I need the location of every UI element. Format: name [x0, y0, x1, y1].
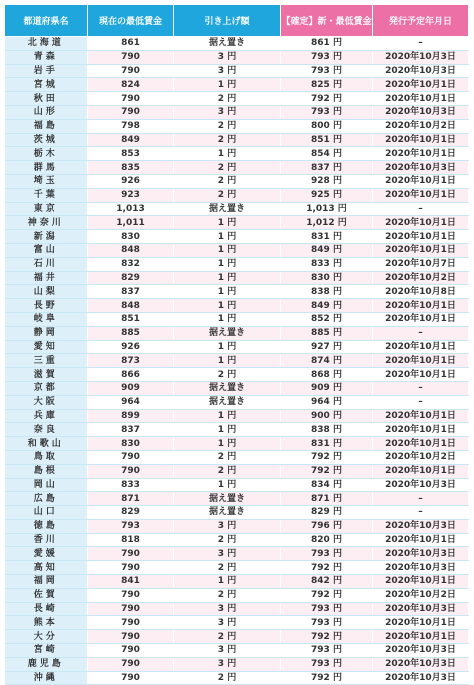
current-wage-cell: 793 [88, 519, 174, 533]
current-wage-cell: 824 [88, 78, 174, 92]
current-wage-cell: 790 [88, 450, 174, 464]
prefecture-cell: 熊本 [5, 616, 88, 630]
table-row [5, 657, 469, 671]
current-wage-cell: 790 [88, 616, 174, 630]
current-wage-cell: 798 [88, 119, 174, 133]
issue-date-cell: – [373, 492, 469, 506]
new-wage-cell: 871 円 [281, 492, 373, 506]
new-wage-cell: 793 円 [281, 602, 373, 616]
prefecture-cell: 秋田 [5, 92, 88, 106]
raise-amount-cell: 2 円 [174, 174, 281, 188]
prefecture-cell: 鳥取 [5, 450, 88, 464]
issue-date-cell: 2020年10月1日 [373, 188, 469, 202]
prefecture-cell: 宮崎 [5, 644, 88, 658]
new-wage-cell: 851 円 [281, 133, 373, 147]
raise-amount-cell: 2 円 [174, 119, 281, 133]
new-wage-cell: 964 円 [281, 395, 373, 409]
table-row [5, 285, 469, 299]
issue-date-cell: 2020年10月8日 [373, 285, 469, 299]
header-issue-date: 発行予定年月日 [373, 5, 469, 37]
prefecture-cell: 佐賀 [5, 588, 88, 602]
minimum-wage-table-wrapper [4, 4, 468, 685]
raise-amount-cell: 据え置き [174, 326, 281, 340]
prefecture-cell: 三重 [5, 354, 88, 368]
prefecture-cell: 北海道 [5, 37, 88, 51]
current-wage-cell: 790 [88, 105, 174, 119]
table-row [5, 478, 469, 492]
current-wage-cell: 790 [88, 644, 174, 658]
current-wage-cell: 866 [88, 368, 174, 382]
new-wage-cell: 842 円 [281, 575, 373, 589]
new-wage-cell: 825 円 [281, 78, 373, 92]
current-wage-cell: 885 [88, 326, 174, 340]
current-wage-cell: 790 [88, 630, 174, 644]
current-wage-cell: 1,013 [88, 202, 174, 216]
new-wage-cell: 927 円 [281, 340, 373, 354]
current-wage-cell: 853 [88, 147, 174, 161]
raise-amount-cell: 1 円 [174, 312, 281, 326]
current-wage-cell: 837 [88, 423, 174, 437]
current-wage-cell: 848 [88, 243, 174, 257]
new-wage-cell: 796 円 [281, 519, 373, 533]
table-row [5, 437, 469, 451]
table-row [5, 147, 469, 161]
issue-date-cell: 2020年10月2日 [373, 450, 469, 464]
raise-amount-cell: 1 円 [174, 575, 281, 589]
table-row [5, 602, 469, 616]
table-row [5, 312, 469, 326]
table-row [5, 64, 469, 78]
current-wage-cell: 848 [88, 299, 174, 313]
raise-amount-cell: 1 円 [174, 147, 281, 161]
table-row [5, 202, 469, 216]
issue-date-cell: 2020年10月1日 [373, 78, 469, 92]
prefecture-cell: 新潟 [5, 230, 88, 244]
prefecture-cell: 鹿児島 [5, 657, 88, 671]
new-wage-cell: 838 円 [281, 423, 373, 437]
prefecture-cell: 福岡 [5, 575, 88, 589]
new-wage-cell: 829 円 [281, 506, 373, 520]
prefecture-cell: 栃木 [5, 147, 88, 161]
table-row [5, 575, 469, 589]
raise-amount-cell: 1 円 [174, 243, 281, 257]
table-header [5, 5, 469, 37]
issue-date-cell: 2020年10月3日 [373, 602, 469, 616]
prefecture-cell: 神奈川 [5, 216, 88, 230]
raise-amount-cell: 2 円 [174, 188, 281, 202]
table-row [5, 381, 469, 395]
table-row [5, 492, 469, 506]
current-wage-cell: 923 [88, 188, 174, 202]
new-wage-cell: 793 円 [281, 547, 373, 561]
current-wage-cell: 790 [88, 547, 174, 561]
prefecture-cell: 岐阜 [5, 312, 88, 326]
table-row [5, 368, 469, 382]
raise-amount-cell: 1 円 [174, 78, 281, 92]
new-wage-cell: 830 円 [281, 271, 373, 285]
table-row [5, 464, 469, 478]
raise-amount-cell: 3 円 [174, 644, 281, 658]
prefecture-cell: 石川 [5, 257, 88, 271]
raise-amount-cell: 1 円 [174, 271, 281, 285]
raise-amount-cell: 1 円 [174, 257, 281, 271]
current-wage-cell: 837 [88, 285, 174, 299]
issue-date-cell: 2020年10月3日 [373, 561, 469, 575]
raise-amount-cell: 1 円 [174, 437, 281, 451]
table-row [5, 133, 469, 147]
issue-date-cell: 2020年10月1日 [373, 464, 469, 478]
table-row [5, 37, 469, 51]
raise-amount-cell: 1 円 [174, 354, 281, 368]
table-row [5, 588, 469, 602]
new-wage-cell: 885 円 [281, 326, 373, 340]
issue-date-cell: 2020年10月3日 [373, 547, 469, 561]
prefecture-cell: 埼玉 [5, 174, 88, 188]
issue-date-cell: 2020年10月1日 [373, 354, 469, 368]
issue-date-cell: 2020年10月1日 [373, 147, 469, 161]
current-wage-cell: 833 [88, 478, 174, 492]
table-row [5, 519, 469, 533]
table-row [5, 271, 469, 285]
new-wage-cell: 831 円 [281, 230, 373, 244]
current-wage-cell: 790 [88, 561, 174, 575]
raise-amount-cell: 3 円 [174, 602, 281, 616]
new-wage-cell: 849 円 [281, 299, 373, 313]
table-row [5, 161, 469, 175]
prefecture-cell: 奈良 [5, 423, 88, 437]
header-prefecture: 都道府県名 [5, 5, 88, 37]
current-wage-cell: 899 [88, 409, 174, 423]
header-raise-amount: 引き上げ額 [174, 5, 281, 37]
new-wage-cell: 874 円 [281, 354, 373, 368]
issue-date-cell: 2020年10月1日 [373, 230, 469, 244]
raise-amount-cell: 1 円 [174, 340, 281, 354]
prefecture-cell: 青森 [5, 50, 88, 64]
issue-date-cell: 2020年10月1日 [373, 312, 469, 326]
issue-date-cell: 2020年10月3日 [373, 671, 469, 685]
table-row [5, 561, 469, 575]
prefecture-cell: 愛知 [5, 340, 88, 354]
current-wage-cell: 841 [88, 575, 174, 589]
table-row [5, 450, 469, 464]
raise-amount-cell: 2 円 [174, 671, 281, 685]
new-wage-cell: 909 円 [281, 381, 373, 395]
current-wage-cell: 873 [88, 354, 174, 368]
issue-date-cell: 2020年10月1日 [373, 243, 469, 257]
minimum-wage-table [4, 4, 469, 685]
issue-date-cell: 2020年10月1日 [373, 575, 469, 589]
raise-amount-cell: 2 円 [174, 561, 281, 575]
raise-amount-cell: 2 円 [174, 464, 281, 478]
current-wage-cell: 830 [88, 230, 174, 244]
raise-amount-cell: 据え置き [174, 506, 281, 520]
issue-date-cell: 2020年10月1日 [373, 630, 469, 644]
table-row [5, 671, 469, 685]
new-wage-cell: 1,012 円 [281, 216, 373, 230]
new-wage-cell: 831 円 [281, 437, 373, 451]
issue-date-cell: 2020年10月1日 [373, 616, 469, 630]
issue-date-cell: 2020年10月3日 [373, 50, 469, 64]
table-row [5, 409, 469, 423]
prefecture-cell: 山形 [5, 105, 88, 119]
issue-date-cell: 2020年10月3日 [373, 657, 469, 671]
issue-date-cell: 2020年10月3日 [373, 105, 469, 119]
raise-amount-cell: 3 円 [174, 616, 281, 630]
current-wage-cell: 790 [88, 588, 174, 602]
new-wage-cell: 838 円 [281, 285, 373, 299]
table-row [5, 616, 469, 630]
table-row [5, 326, 469, 340]
current-wage-cell: 790 [88, 671, 174, 685]
raise-amount-cell: 3 円 [174, 657, 281, 671]
new-wage-cell: 792 円 [281, 450, 373, 464]
prefecture-cell: 兵庫 [5, 409, 88, 423]
new-wage-cell: 792 円 [281, 671, 373, 685]
new-wage-cell: 793 円 [281, 657, 373, 671]
prefecture-cell: 静岡 [5, 326, 88, 340]
new-wage-cell: 861 円 [281, 37, 373, 51]
prefecture-cell: 長崎 [5, 602, 88, 616]
issue-date-cell: 2020年10月1日 [373, 340, 469, 354]
current-wage-cell: 832 [88, 257, 174, 271]
raise-amount-cell: 据え置き [174, 492, 281, 506]
issue-date-cell: 2020年10月3日 [373, 644, 469, 658]
raise-amount-cell: 2 円 [174, 588, 281, 602]
current-wage-cell: 790 [88, 657, 174, 671]
prefecture-cell: 宮城 [5, 78, 88, 92]
table-body [5, 37, 469, 685]
current-wage-cell: 790 [88, 602, 174, 616]
current-wage-cell: 818 [88, 533, 174, 547]
table-row [5, 395, 469, 409]
new-wage-cell: 793 円 [281, 105, 373, 119]
raise-amount-cell: 1 円 [174, 230, 281, 244]
table-row [5, 423, 469, 437]
table-row [5, 216, 469, 230]
current-wage-cell: 849 [88, 133, 174, 147]
raise-amount-cell: 3 円 [174, 547, 281, 561]
current-wage-cell: 829 [88, 271, 174, 285]
prefecture-cell: 岩手 [5, 64, 88, 78]
raise-amount-cell: 据え置き [174, 395, 281, 409]
prefecture-cell: 広島 [5, 492, 88, 506]
raise-amount-cell: 1 円 [174, 285, 281, 299]
prefecture-cell: 山口 [5, 506, 88, 520]
current-wage-cell: 926 [88, 340, 174, 354]
issue-date-cell: 2020年10月1日 [373, 368, 469, 382]
table-row [5, 105, 469, 119]
current-wage-cell: 835 [88, 161, 174, 175]
table-row [5, 533, 469, 547]
table-row [5, 354, 469, 368]
issue-date-cell: 2020年10月1日 [373, 174, 469, 188]
table-row [5, 257, 469, 271]
prefecture-cell: 和歌山 [5, 437, 88, 451]
current-wage-cell: 790 [88, 464, 174, 478]
prefecture-cell: 大阪 [5, 395, 88, 409]
prefecture-cell: 群馬 [5, 161, 88, 175]
prefecture-cell: 京都 [5, 381, 88, 395]
prefecture-cell: 高知 [5, 561, 88, 575]
table-row [5, 340, 469, 354]
raise-amount-cell: 2 円 [174, 450, 281, 464]
issue-date-cell: 2020年10月1日 [373, 423, 469, 437]
new-wage-cell: 925 円 [281, 188, 373, 202]
issue-date-cell: 2020年10月3日 [373, 478, 469, 492]
header-new-wage: 【確定】新・最低賃金 [281, 5, 373, 37]
new-wage-cell: 800 円 [281, 119, 373, 133]
prefecture-cell: 大分 [5, 630, 88, 644]
issue-date-cell: 2020年10月1日 [373, 409, 469, 423]
current-wage-cell: 871 [88, 492, 174, 506]
raise-amount-cell: 1 円 [174, 423, 281, 437]
table-row [5, 188, 469, 202]
issue-date-cell: 2020年10月1日 [373, 216, 469, 230]
new-wage-cell: 792 円 [281, 588, 373, 602]
new-wage-cell: 900 円 [281, 409, 373, 423]
new-wage-cell: 868 円 [281, 368, 373, 382]
raise-amount-cell: 2 円 [174, 630, 281, 644]
current-wage-cell: 964 [88, 395, 174, 409]
new-wage-cell: 833 円 [281, 257, 373, 271]
prefecture-cell: 長野 [5, 299, 88, 313]
raise-amount-cell: 2 円 [174, 533, 281, 547]
prefecture-cell: 愛媛 [5, 547, 88, 561]
raise-amount-cell: 3 円 [174, 105, 281, 119]
table-row [5, 630, 469, 644]
current-wage-cell: 926 [88, 174, 174, 188]
raise-amount-cell: 2 円 [174, 92, 281, 106]
issue-date-cell: 2020年10月1日 [373, 299, 469, 313]
prefecture-cell: 山梨 [5, 285, 88, 299]
new-wage-cell: 849 円 [281, 243, 373, 257]
table-row [5, 174, 469, 188]
issue-date-cell: 2020年10月7日 [373, 257, 469, 271]
issue-date-cell: 2020年10月3日 [373, 64, 469, 78]
new-wage-cell: 792 円 [281, 464, 373, 478]
header-current-wage: 現在の最低賃金 [88, 5, 174, 37]
table-row [5, 506, 469, 520]
new-wage-cell: 852 円 [281, 312, 373, 326]
raise-amount-cell: 据え置き [174, 202, 281, 216]
current-wage-cell: 790 [88, 64, 174, 78]
table-row [5, 644, 469, 658]
table-row [5, 119, 469, 133]
issue-date-cell: – [373, 37, 469, 51]
raise-amount-cell: 3 円 [174, 50, 281, 64]
new-wage-cell: 834 円 [281, 478, 373, 492]
prefecture-cell: 福島 [5, 119, 88, 133]
raise-amount-cell: 3 円 [174, 519, 281, 533]
issue-date-cell: 2020年10月3日 [373, 161, 469, 175]
issue-date-cell: 2020年10月1日 [373, 92, 469, 106]
new-wage-cell: 928 円 [281, 174, 373, 188]
issue-date-cell: 2020年10月1日 [373, 437, 469, 451]
raise-amount-cell: 据え置き [174, 381, 281, 395]
prefecture-cell: 東京 [5, 202, 88, 216]
table-row [5, 547, 469, 561]
new-wage-cell: 792 円 [281, 561, 373, 575]
new-wage-cell: 793 円 [281, 50, 373, 64]
new-wage-cell: 820 円 [281, 533, 373, 547]
issue-date-cell: – [373, 202, 469, 216]
raise-amount-cell: 1 円 [174, 299, 281, 313]
prefecture-cell: 福井 [5, 271, 88, 285]
new-wage-cell: 793 円 [281, 64, 373, 78]
raise-amount-cell: 2 円 [174, 133, 281, 147]
current-wage-cell: 830 [88, 437, 174, 451]
new-wage-cell: 793 円 [281, 616, 373, 630]
new-wage-cell: 792 円 [281, 92, 373, 106]
current-wage-cell: 829 [88, 506, 174, 520]
table-row [5, 243, 469, 257]
current-wage-cell: 909 [88, 381, 174, 395]
prefecture-cell: 滋賀 [5, 368, 88, 382]
table-row [5, 78, 469, 92]
prefecture-cell: 香川 [5, 533, 88, 547]
table-row [5, 50, 469, 64]
prefecture-cell: 富山 [5, 243, 88, 257]
table-row [5, 92, 469, 106]
current-wage-cell: 861 [88, 37, 174, 51]
new-wage-cell: 837 円 [281, 161, 373, 175]
raise-amount-cell: 据え置き [174, 37, 281, 51]
issue-date-cell: – [373, 395, 469, 409]
issue-date-cell: 2020年10月2日 [373, 588, 469, 602]
prefecture-cell: 千葉 [5, 188, 88, 202]
raise-amount-cell: 2 円 [174, 161, 281, 175]
issue-date-cell: 2020年10月2日 [373, 119, 469, 133]
raise-amount-cell: 2 円 [174, 368, 281, 382]
current-wage-cell: 1,011 [88, 216, 174, 230]
prefecture-cell: 徳島 [5, 519, 88, 533]
current-wage-cell: 790 [88, 50, 174, 64]
issue-date-cell: – [373, 326, 469, 340]
new-wage-cell: 1,013 円 [281, 202, 373, 216]
issue-date-cell: 2020年10月2日 [373, 271, 469, 285]
prefecture-cell: 沖縄 [5, 671, 88, 685]
issue-date-cell: 2020年10月3日 [373, 519, 469, 533]
issue-date-cell: 2020年10月1日 [373, 533, 469, 547]
issue-date-cell: – [373, 506, 469, 520]
new-wage-cell: 792 円 [281, 630, 373, 644]
current-wage-cell: 790 [88, 92, 174, 106]
prefecture-cell: 茨城 [5, 133, 88, 147]
table-row [5, 230, 469, 244]
table-row [5, 299, 469, 313]
issue-date-cell: – [373, 381, 469, 395]
prefecture-cell: 岡山 [5, 478, 88, 492]
new-wage-cell: 854 円 [281, 147, 373, 161]
raise-amount-cell: 1 円 [174, 216, 281, 230]
raise-amount-cell: 3 円 [174, 64, 281, 78]
current-wage-cell: 851 [88, 312, 174, 326]
raise-amount-cell: 1 円 [174, 478, 281, 492]
new-wage-cell: 793 円 [281, 644, 373, 658]
issue-date-cell: 2020年10月1日 [373, 133, 469, 147]
raise-amount-cell: 1 円 [174, 409, 281, 423]
prefecture-cell: 島根 [5, 464, 88, 478]
